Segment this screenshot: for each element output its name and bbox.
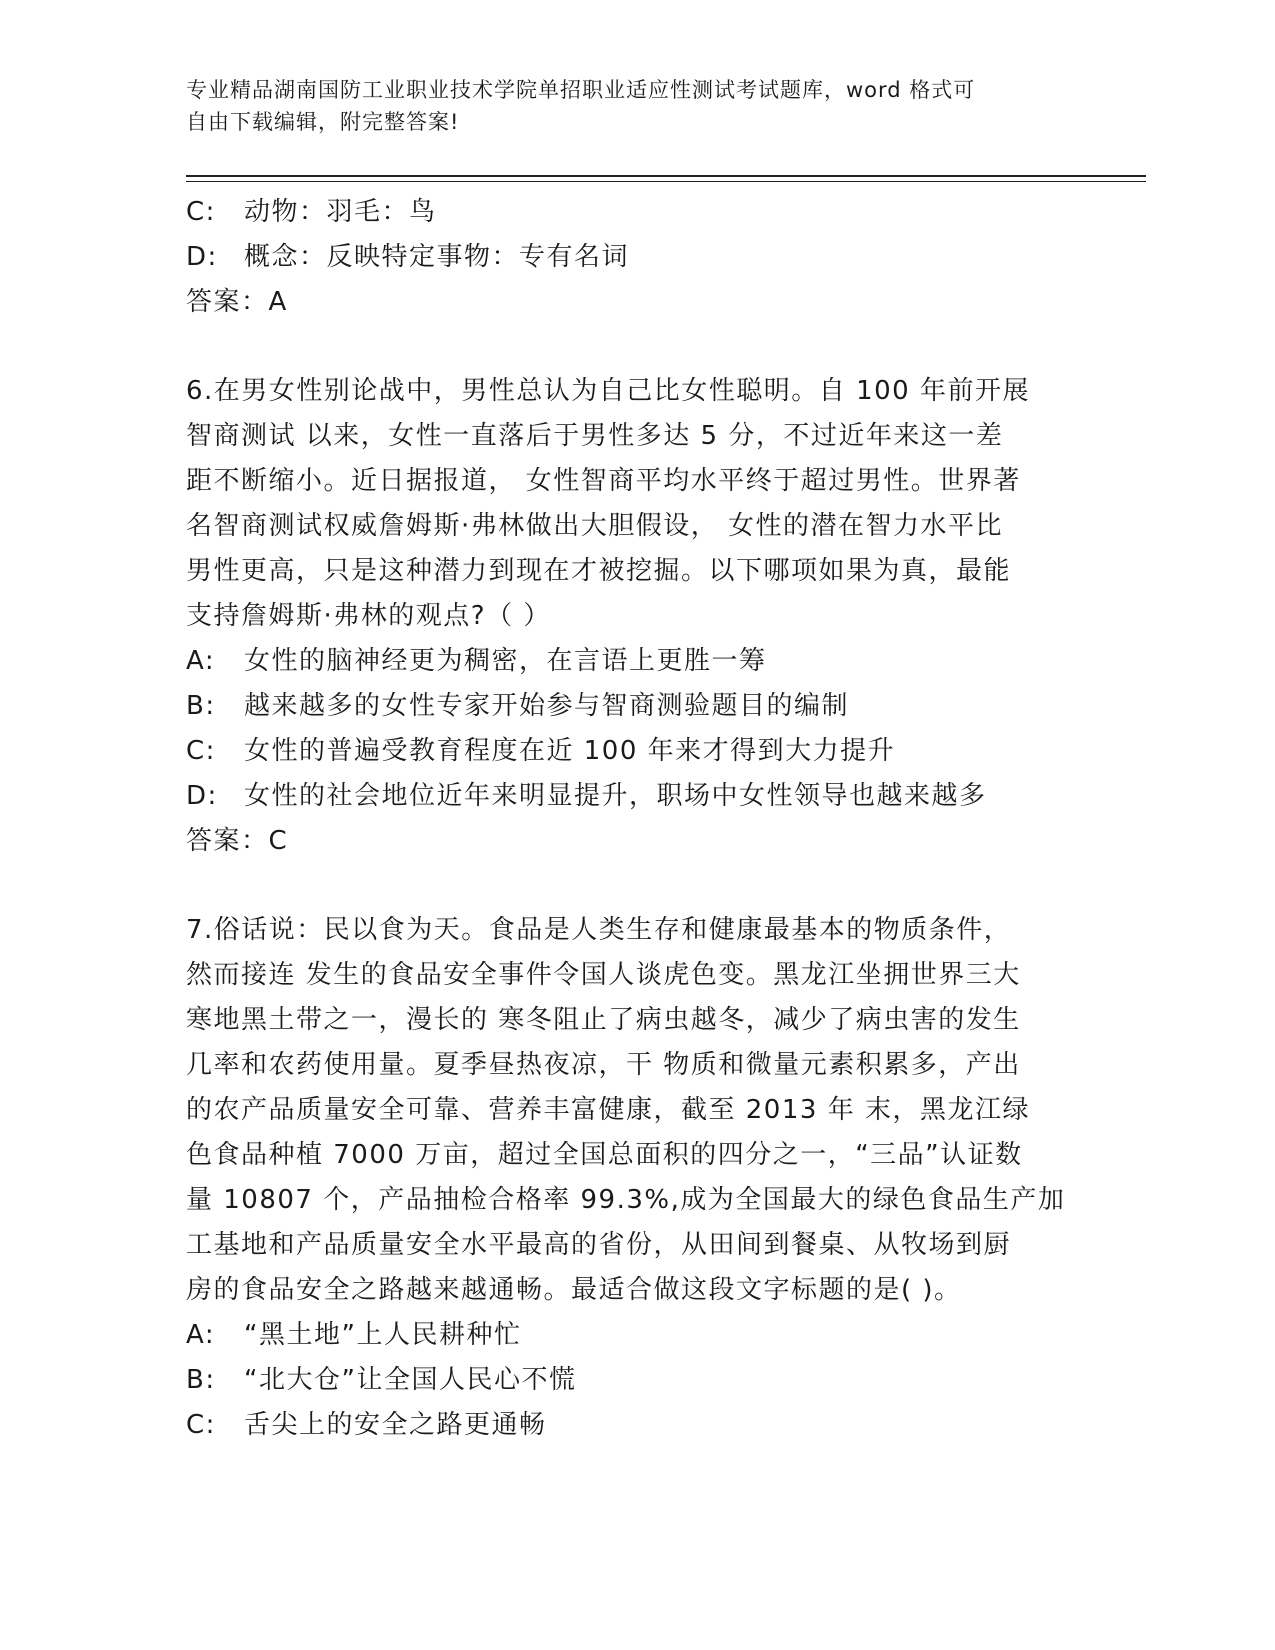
- question-text-line: 男性更高，只是这种潜力到现在才被挖掘。以下哪项如果为真，最能: [186, 556, 1012, 586]
- question-text-line: 的农产品质量安全可靠、营养丰富健康，截至 2013 年 末，黑龙江绿: [186, 1095, 1030, 1125]
- option-text: 概念：反映特定事物：专有名词: [244, 242, 630, 272]
- option-text: 女性的脑神经更为稠密，在言语上更胜一筹: [244, 646, 767, 676]
- page-header: [186, 74, 1066, 138]
- question-text-line: 6.在男女性别论战中，男性总认为自己比女性聪明。自 100 年前开展: [186, 376, 1030, 406]
- header-line-1: 专业精品湖南国防工业职业技术学院单招职业适应性测试考试题库，word 格式可: [186, 78, 976, 102]
- option-text: 越来越多的女性专家开始参与智商测验题目的编制: [244, 691, 850, 721]
- question-5: [186, 190, 1066, 325]
- question-text-line: 工基地和产品质量安全水平最高的省份，从田间到餐桌、从牧场到厨: [186, 1230, 1012, 1260]
- option-label: D:: [186, 781, 218, 811]
- option-c: [186, 729, 1066, 774]
- question-text-line: 寒地黑土带之一，漫长的 寒冬阻止了病虫越冬，减少了病虫害的发生: [186, 1005, 1021, 1035]
- option-label: A:: [186, 1320, 216, 1350]
- question-7: [186, 908, 1066, 1448]
- header-line-2: 自由下载编辑，附完整答案!: [186, 110, 460, 134]
- option-d: [186, 235, 1066, 280]
- option-label: C:: [186, 1410, 216, 1440]
- header-rule-thick: [186, 175, 1146, 177]
- question-text-line: 几率和农药使用量。夏季昼热夜凉，干 物质和微量元素积累多，产出: [186, 1050, 1021, 1080]
- option-d: [186, 774, 1066, 819]
- header-rule-thin: [186, 181, 1146, 182]
- question-text-line: 名智商测试权威詹姆斯·弗林做出大胆假设， 女性的潜在智力水平比: [186, 511, 1004, 541]
- answer: 答案：C: [186, 826, 289, 856]
- question-text-line: 然而接连 发生的食品安全事件令国人谈虎色变。黑龙江坐拥世界三大: [186, 960, 1021, 990]
- option-label: B:: [186, 691, 216, 721]
- option-b: [186, 1358, 1066, 1403]
- option-text: 女性的社会地位近年来明显提升，职场中女性领导也越来越多: [244, 781, 987, 811]
- question-6: [186, 369, 1066, 864]
- option-text: “黑土地”上人民耕种忙: [244, 1320, 522, 1350]
- option-text: 女性的普遍受教育程度在近 100 年来才得到大力提升: [244, 736, 896, 766]
- question-text-line: 支持詹姆斯·弗林的观点?（ ）: [186, 601, 551, 631]
- answer: 答案：A: [186, 287, 288, 317]
- option-c: [186, 190, 1066, 235]
- question-text-line: 色食品种植 7000 万亩，超过全国总面积的四分之一，“三品”认证数: [186, 1140, 1023, 1170]
- option-a: [186, 639, 1066, 684]
- option-text: 动物：羽毛：鸟: [244, 197, 437, 227]
- option-label: D:: [186, 242, 218, 272]
- option-label: C:: [186, 736, 216, 766]
- option-b: [186, 684, 1066, 729]
- question-text-line: 房的食品安全之路越来越通畅。最适合做这段文字标题的是( )。: [186, 1275, 962, 1305]
- option-label: C:: [186, 197, 216, 227]
- option-c: [186, 1403, 1066, 1448]
- option-text: 舌尖上的安全之路更通畅: [244, 1410, 547, 1440]
- option-label: A:: [186, 646, 216, 676]
- page-content: [186, 190, 1066, 1448]
- option-text: “北大仓”让全国人民心不慌: [244, 1365, 577, 1395]
- option-a: [186, 1313, 1066, 1358]
- question-text-line: 智商测试 以来，女性一直落后于男性多达 5 分，不过近年来这一差: [186, 421, 1004, 451]
- question-text-line: 7.俗话说：民以食为天。食品是人类生存和健康最基本的物质条件，: [186, 915, 1012, 945]
- question-text-line: 量 10807 个，产品抽检合格率 99.3%,成为全国最大的绿色食品生产加: [186, 1185, 1066, 1215]
- question-text-line: 距不断缩小。近日据报道， 女性智商平均水平终于超过男性。世界著: [186, 466, 1021, 496]
- option-label: B:: [186, 1365, 216, 1395]
